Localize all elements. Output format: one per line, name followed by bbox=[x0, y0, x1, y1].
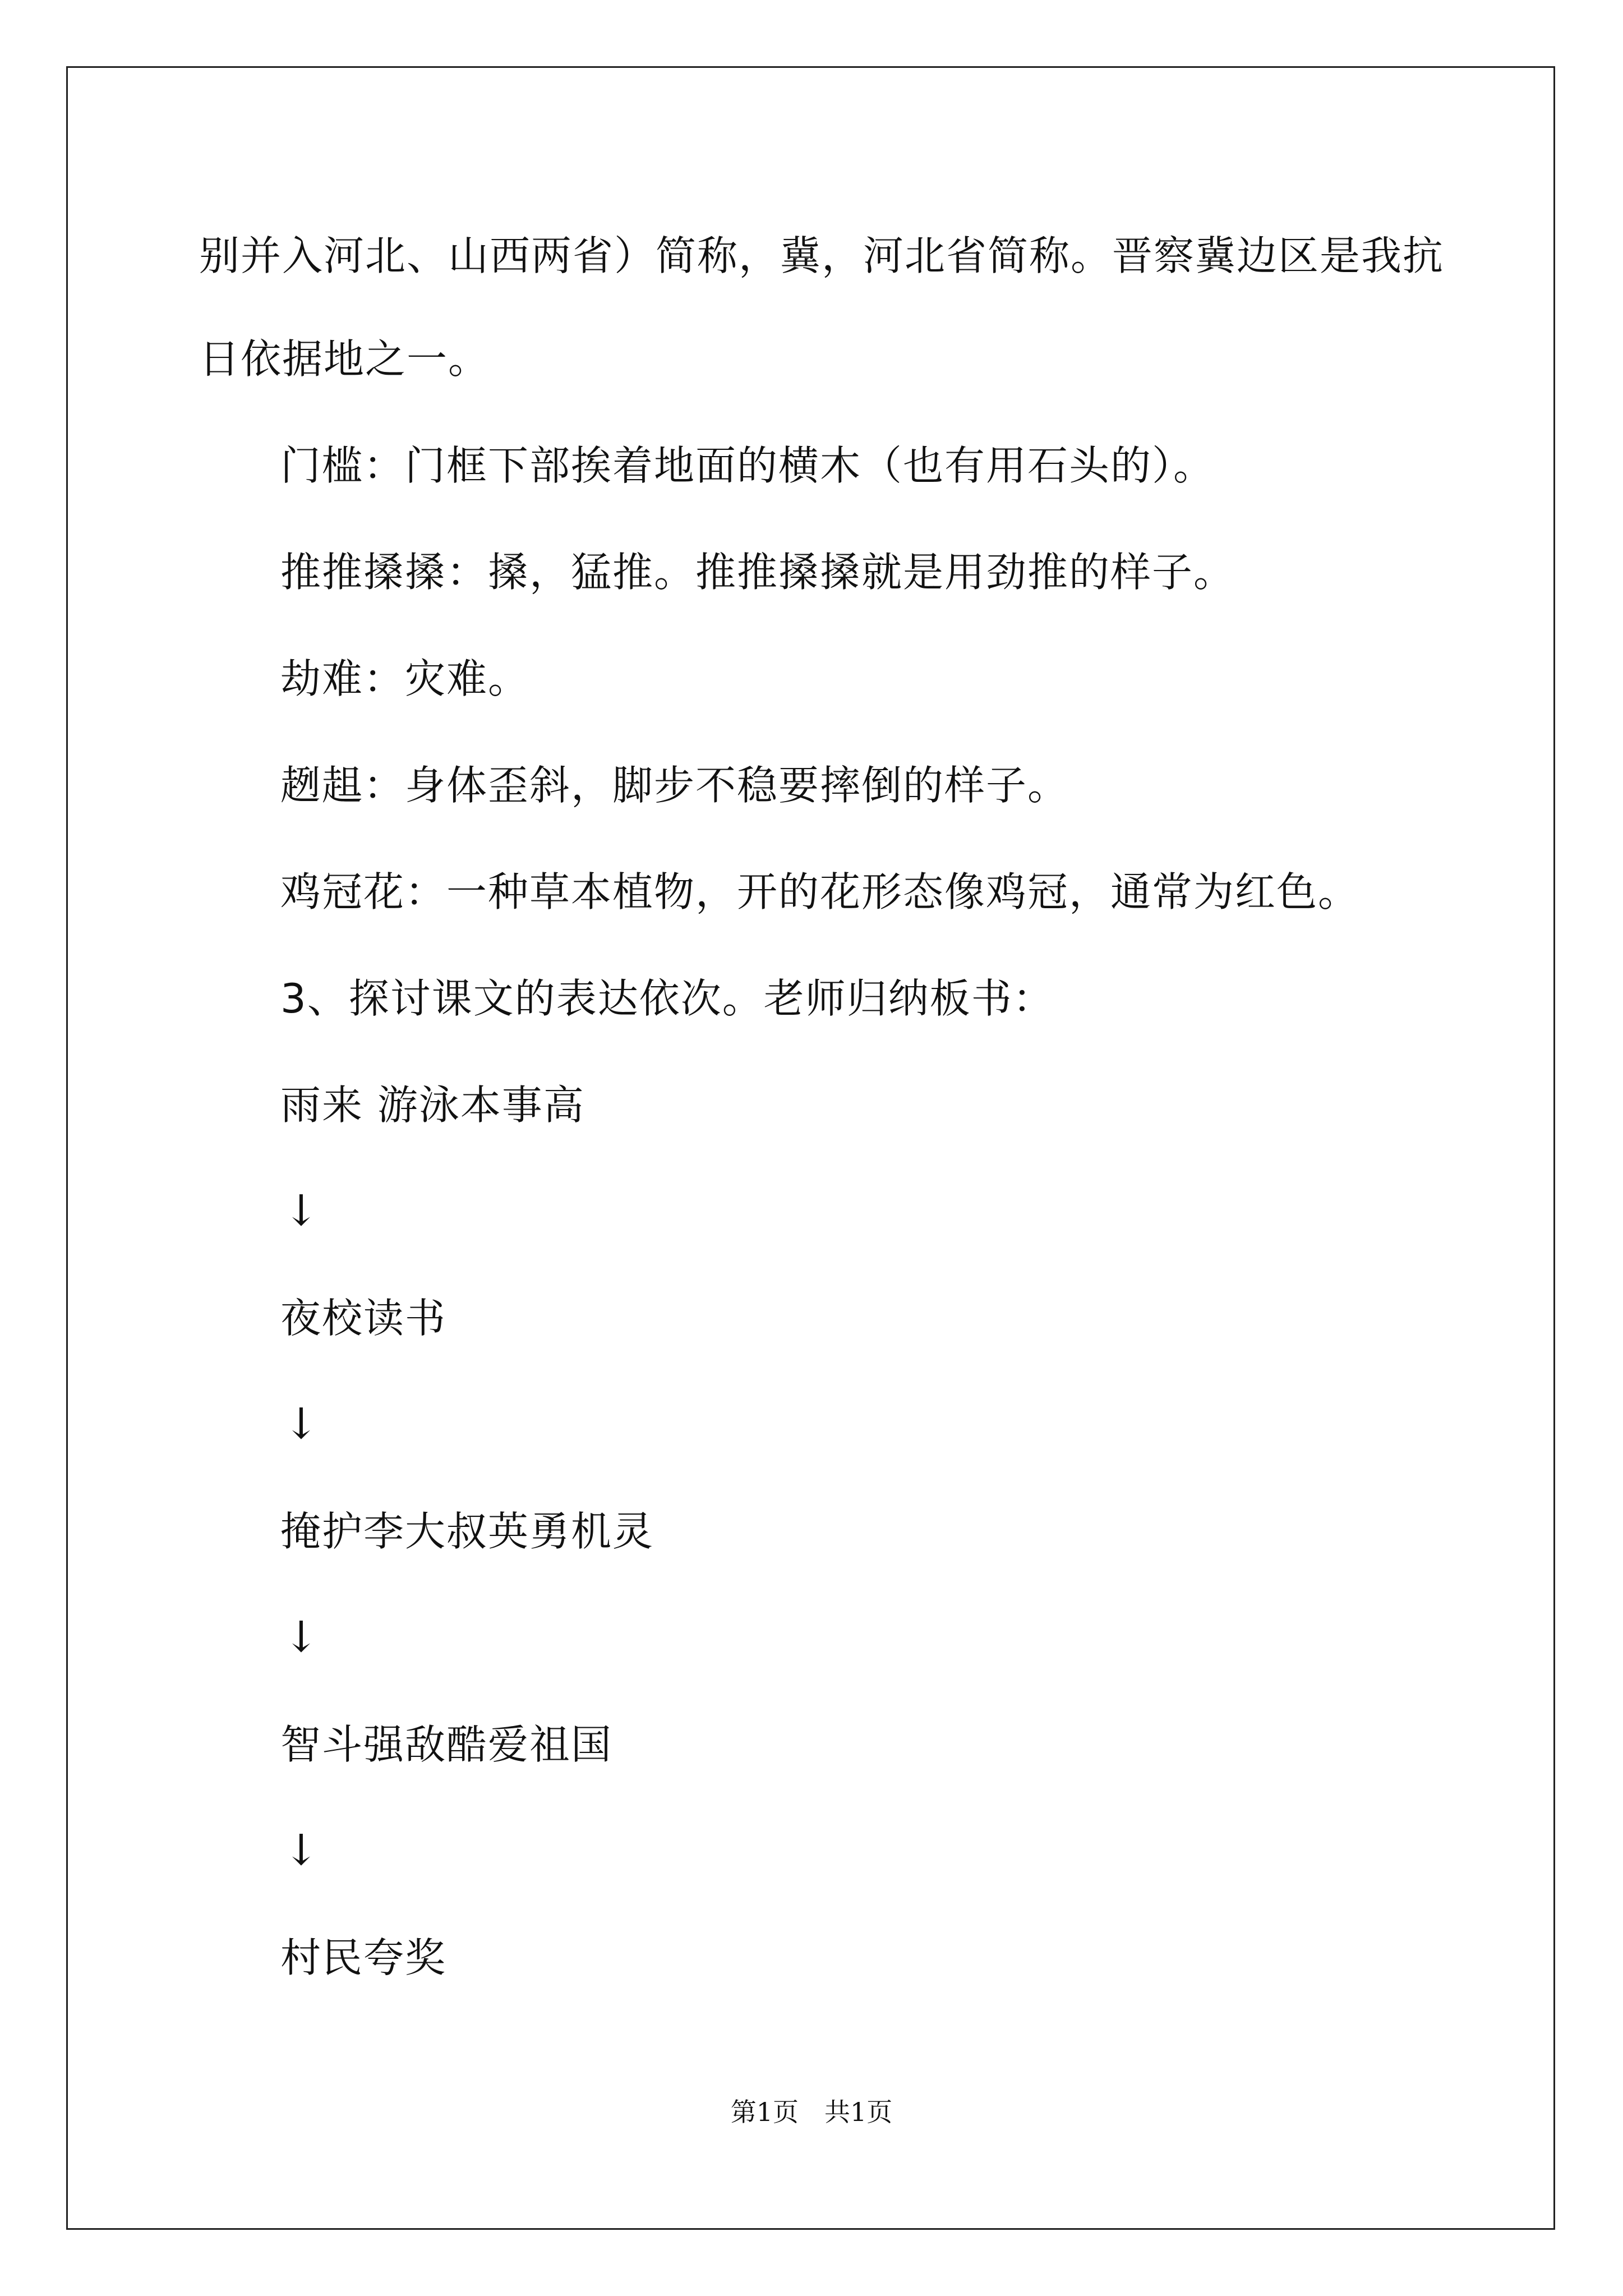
definition-menkan: 门槛：门框下部挨着地面的横木（也有用石头的）。 bbox=[280, 442, 1215, 489]
section-heading: 3、探讨课文的表达依次。老师归纳板书： bbox=[280, 975, 1054, 1022]
definition-jiguanhua: 鸡冠花：一种草本植物，开的花形态像鸡冠，通常为红色。 bbox=[280, 868, 1360, 915]
paragraph-line: 别并入河北、山西两省）简称，冀，河北省简称。晋察冀边区是我抗 bbox=[199, 232, 1445, 279]
down-arrow-icon: ↓ bbox=[283, 1398, 319, 1448]
definition-lieqie: 趔趄：身体歪斜，脚步不稳要摔倒的样子。 bbox=[280, 762, 1069, 809]
down-arrow-icon: ↓ bbox=[283, 1825, 319, 1875]
down-arrow-icon: ↓ bbox=[283, 1185, 319, 1235]
board-step: 村民夸奖 bbox=[280, 1934, 447, 1981]
definition-tuituisangsang: 推推搡搡：搡，猛推。推推搡搡就是用劲推的样子。 bbox=[280, 549, 1235, 596]
board-step: 智斗强敌酷爱祖国 bbox=[280, 1721, 613, 1768]
paragraph-line: 日依据地之一。 bbox=[199, 335, 490, 383]
definition-jienan: 劫难：灾难。 bbox=[280, 655, 530, 702]
page-footer: 第1页 共1页 bbox=[730, 2097, 893, 2127]
page-border bbox=[66, 66, 1555, 2230]
board-step: 掩护李大叔英勇机灵 bbox=[280, 1508, 654, 1555]
board-step: 夜校读书 bbox=[280, 1295, 447, 1342]
down-arrow-icon: ↓ bbox=[283, 1612, 319, 1662]
board-step: 雨来 游泳本事高 bbox=[280, 1082, 585, 1129]
